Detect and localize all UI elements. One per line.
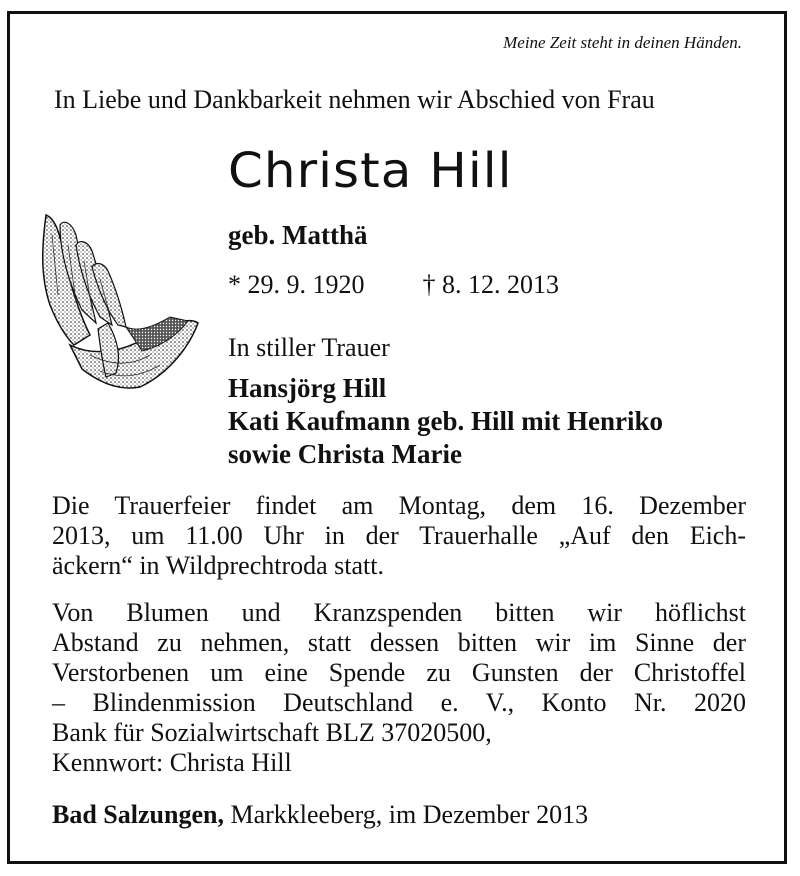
praying-hands-icon: [30, 205, 200, 395]
closing-rest: Markkleeberg, im Dezember 2013: [223, 800, 589, 829]
mourner-name: Kati Kaufmann geb. Hill mit Henriko: [228, 406, 664, 436]
paragraph-line: Die Trauerfeier findet am Montag, dem 16. Dezember: [52, 491, 746, 520]
mourner-name: sowie Christa Marie: [228, 439, 462, 469]
closing-line: [52, 800, 588, 830]
paragraph-line: 2013, um 11.00 Uhr in der Trauerhalle „Auf den Eich-: [52, 521, 746, 550]
life-dates: [228, 270, 559, 300]
paragraph-line: – Blindenmission Deutschland e. V., Konto Nr. 2020: [52, 688, 746, 717]
birth-name: geb. Matthä: [228, 220, 368, 250]
funeral-paragraph: [52, 491, 746, 581]
paragraph-line: Kennwort: Christa Hill: [52, 748, 292, 777]
deceased-name: Christa Hill: [228, 143, 513, 199]
paragraph-line: Abstand zu nehmen, statt dessen bitten wir im Sinne der: [52, 628, 746, 657]
paragraph-line: Bank für Sozialwirtschaft BLZ 37020500,: [52, 718, 492, 747]
death-date: † 8. 12. 2013: [422, 270, 559, 299]
mourning-label: In stiller Trauer: [228, 333, 390, 362]
motto: Meine Zeit steht in deinen Händen.: [503, 33, 742, 52]
closing-place: Bad Salzungen,: [52, 800, 224, 829]
paragraph-line: Verstorbenen um eine Spende zu Gunsten der Christoffel: [52, 658, 746, 687]
mourners-list: [228, 372, 663, 471]
paragraph-line: Von Blumen und Kranzspenden bitten wir höflichst: [52, 598, 746, 627]
intro-line: In Liebe und Dankbarkeit nehmen wir Abschied von Frau: [54, 85, 655, 114]
paragraph-line: äckern“ in Wildprechtroda statt.: [52, 551, 385, 580]
donation-paragraph: [52, 598, 746, 778]
mourner-name: Hansjörg Hill: [228, 373, 387, 403]
birth-date: * 29. 9. 1920: [228, 270, 365, 299]
